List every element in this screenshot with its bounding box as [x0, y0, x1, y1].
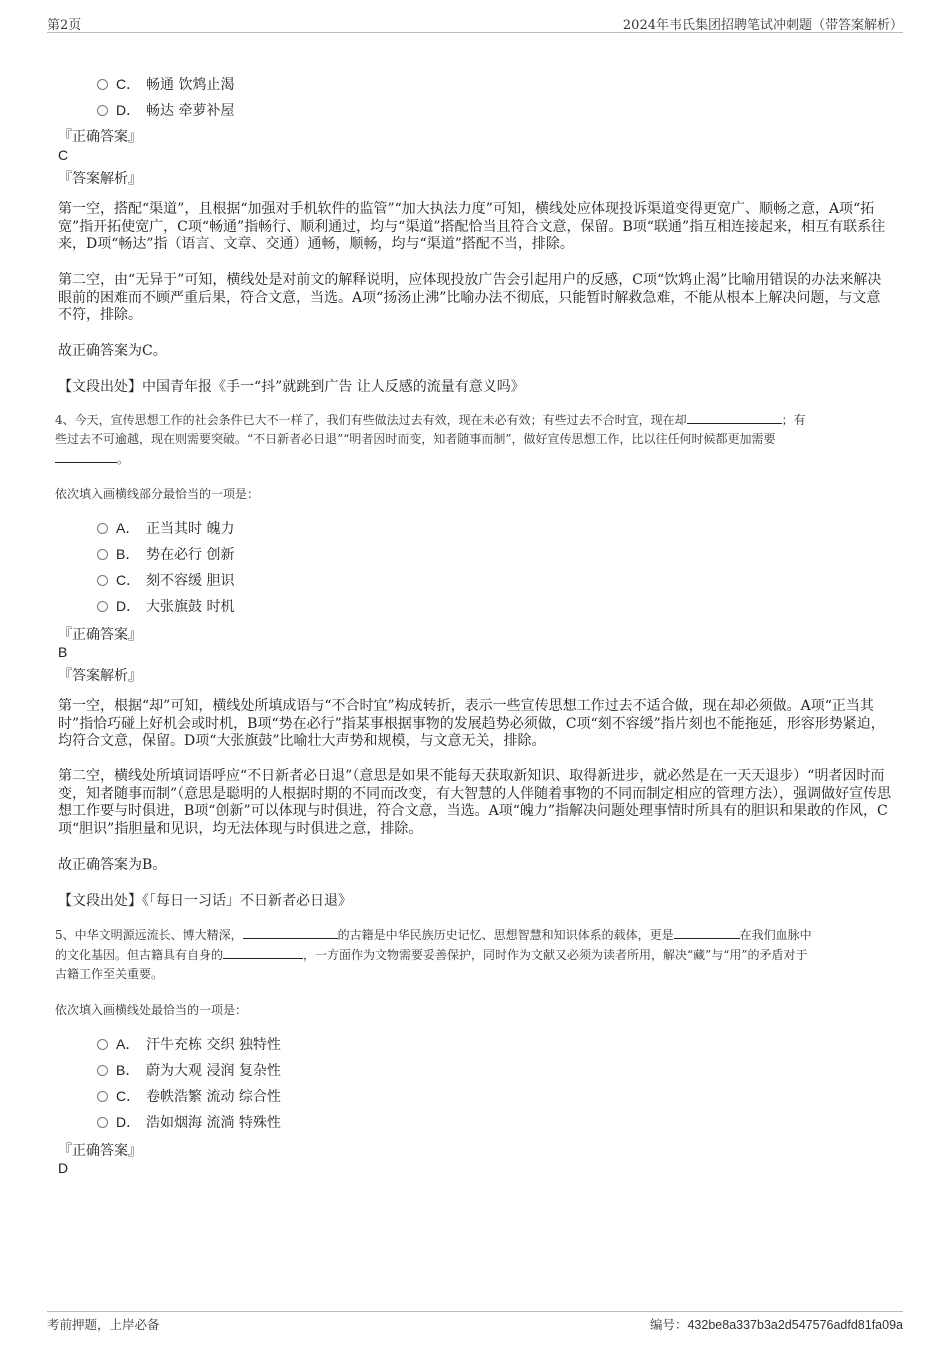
- q4-option-d[interactable]: D． 大张旗鼓 时机: [97, 596, 234, 616]
- answer-label: 『正确答案』: [58, 627, 142, 643]
- question-stem: 4、今天，宣传思想工作的社会条件已大不一样了，我们有些做法过去有效，现在未必有效；有些过去不合时宜，现在却 ；有 些过去不可逾越，现在则需要突破。“不日新者必日退”“明者因时而变，知者随事而制”，做好宣传思想工作，比以往任何时候都更加需要 。: [55, 410, 890, 469]
- analysis-paragraph: 第一空，搭配“渠道”，且根据“加强对手机软件的监管”“加大执法力度”可知，横线处应体现投诉渠道变得更宽广、顺畅之意，A项“拓宽”指开拓使宽广，C项“畅通”指畅行、顺利通过，均与“渠道”搭配恰当且符合文意，保留。B项“联通”指互相连接起来，相互有联系往来，D项“畅达”指（语言、文章、交通）通畅，顺畅，均与“渠道”搭配不当，排除。: [58, 201, 886, 252]
- radio-icon[interactable]: [97, 523, 108, 534]
- analysis-conclusion: 故正确答案为C。: [58, 343, 167, 359]
- radio-icon[interactable]: [97, 1039, 108, 1050]
- q4-option-a[interactable]: A． 正当其时 魄力: [97, 518, 234, 538]
- analysis-label: 『答案解析』: [58, 171, 142, 187]
- radio-icon[interactable]: [97, 79, 108, 90]
- radio-icon[interactable]: [97, 1091, 108, 1102]
- radio-icon[interactable]: [97, 1065, 108, 1076]
- answer-value: B: [58, 644, 68, 660]
- footer-slogan: 考前押题，上岸必备: [47, 1317, 160, 1332]
- radio-icon[interactable]: [97, 1117, 108, 1128]
- source-citation: 【文段出处】中国青年报《手一“抖”就跳到广告 让人反感的流量有意义吗》: [58, 379, 525, 395]
- answer-value: D: [58, 1160, 69, 1176]
- document-id: 编号：432be8a337b3a2d547576adfd81fa09a: [649, 1317, 903, 1332]
- answer-value: C: [58, 147, 69, 163]
- analysis-paragraph: 第二空，由“无异于”可知，横线处是对前文的解释说明，应体现投放广告会引起用户的反感，C项“饮鸩止渴”比喻用错误的办法来解决眼前的困难而不顾严重后果，符合文意，当选。A项“扬汤止沸”比喻办法不彻底，只能暂时解救急难，不能从根本上解决问题，与文意不符，排除。: [58, 272, 882, 323]
- q4-option-b[interactable]: B． 势在必行 创新: [97, 544, 234, 564]
- analysis-conclusion: 故正确答案为B。: [58, 857, 167, 873]
- radio-icon[interactable]: [97, 105, 108, 116]
- page-footer: [47, 1311, 903, 1332]
- blank-line: [687, 410, 782, 424]
- question-stem: 5、中华文明源远流长、博大精深， 的古籍是中华民族历史记忆、思想智慧和知识体系的载体，更是 在我们血脉中 的文化基因。但古籍具有自身的 ，一方面作为文物需要妥善保护，同时作为文献又必须为读者所用，解决“藏”与“用”的矛盾对于 古籍工作至关重要。: [55, 925, 890, 984]
- analysis-paragraph: 第一空，根据“却”可知，横线处所填成语与“不合时宜”构成转折，表示一些宣传思想工作过去不适合做，现在却必须做。A项“正当其时”指恰巧碰上好机会或时机，B项“势在必行”指某事根据事物的发展趋势必须做，C项“刻不容缓”指片刻也不能拖延，形容形势紧迫，均符合文意，保留。D项“大张旗鼓”比喻壮大声势和规模，与文意无关，排除。: [58, 698, 885, 749]
- page-number: 第2页: [47, 18, 82, 33]
- blank-line: [55, 449, 117, 463]
- source-citation: 【文段出处】《「每日一习话」不日新者必日退》: [58, 893, 352, 909]
- radio-icon[interactable]: [97, 575, 108, 586]
- analysis-paragraph: 第二空，横线处所填词语呼应“不日新者必日退”（意思是如果不能每天获取新知识、取得新进步，就必然是在一天天退步）“明者因时而变，知者随事而制”（意思是聪明的人根据时期的不同而改变，有大智慧的人伴随着事物的不同而制定相应的管理方法），强调做好宣传思想工作要与时俱进，B项“创新”可以体现与时俱进，符合文意，当选。A项“魄力”指解决问题处理事情时所具有的胆识和果敢的作风，C项“胆识”指胆量和见识，均无法体现与时俱进之意，排除。: [58, 768, 892, 837]
- q5-option-c[interactable]: C． 卷帙浩繁 流动 综合性: [97, 1086, 281, 1106]
- answer-label: 『正确答案』: [58, 129, 142, 145]
- blank-line: [243, 925, 338, 939]
- question-prompt: 依次填入画横线处最恰当的一项是：: [55, 1003, 248, 1017]
- blank-line: [223, 945, 303, 959]
- radio-icon[interactable]: [97, 549, 108, 560]
- q3-option-c[interactable]: C． 畅通 饮鸩止渴: [97, 74, 234, 94]
- blank-line: [674, 925, 740, 939]
- q3-option-d[interactable]: D． 畅达 牵萝补屋: [97, 100, 234, 120]
- q5-option-d[interactable]: D． 浩如烟海 流淌 特殊性: [97, 1112, 281, 1132]
- q4-option-c[interactable]: C． 刻不容缓 胆识: [97, 570, 234, 590]
- q5-option-a[interactable]: A． 汗牛充栋 交织 独特性: [97, 1034, 281, 1054]
- radio-icon[interactable]: [97, 601, 108, 612]
- answer-label: 『正确答案』: [58, 1143, 142, 1159]
- page-header: [47, 14, 903, 33]
- analysis-label: 『答案解析』: [58, 668, 142, 684]
- question-prompt: 依次填入画横线部分最恰当的一项是：: [55, 487, 260, 501]
- document-title: 2024年韦氏集团招聘笔试冲刺题（带答案解析）: [622, 18, 903, 33]
- q5-option-b[interactable]: B． 蔚为大观 浸润 复杂性: [97, 1060, 281, 1080]
